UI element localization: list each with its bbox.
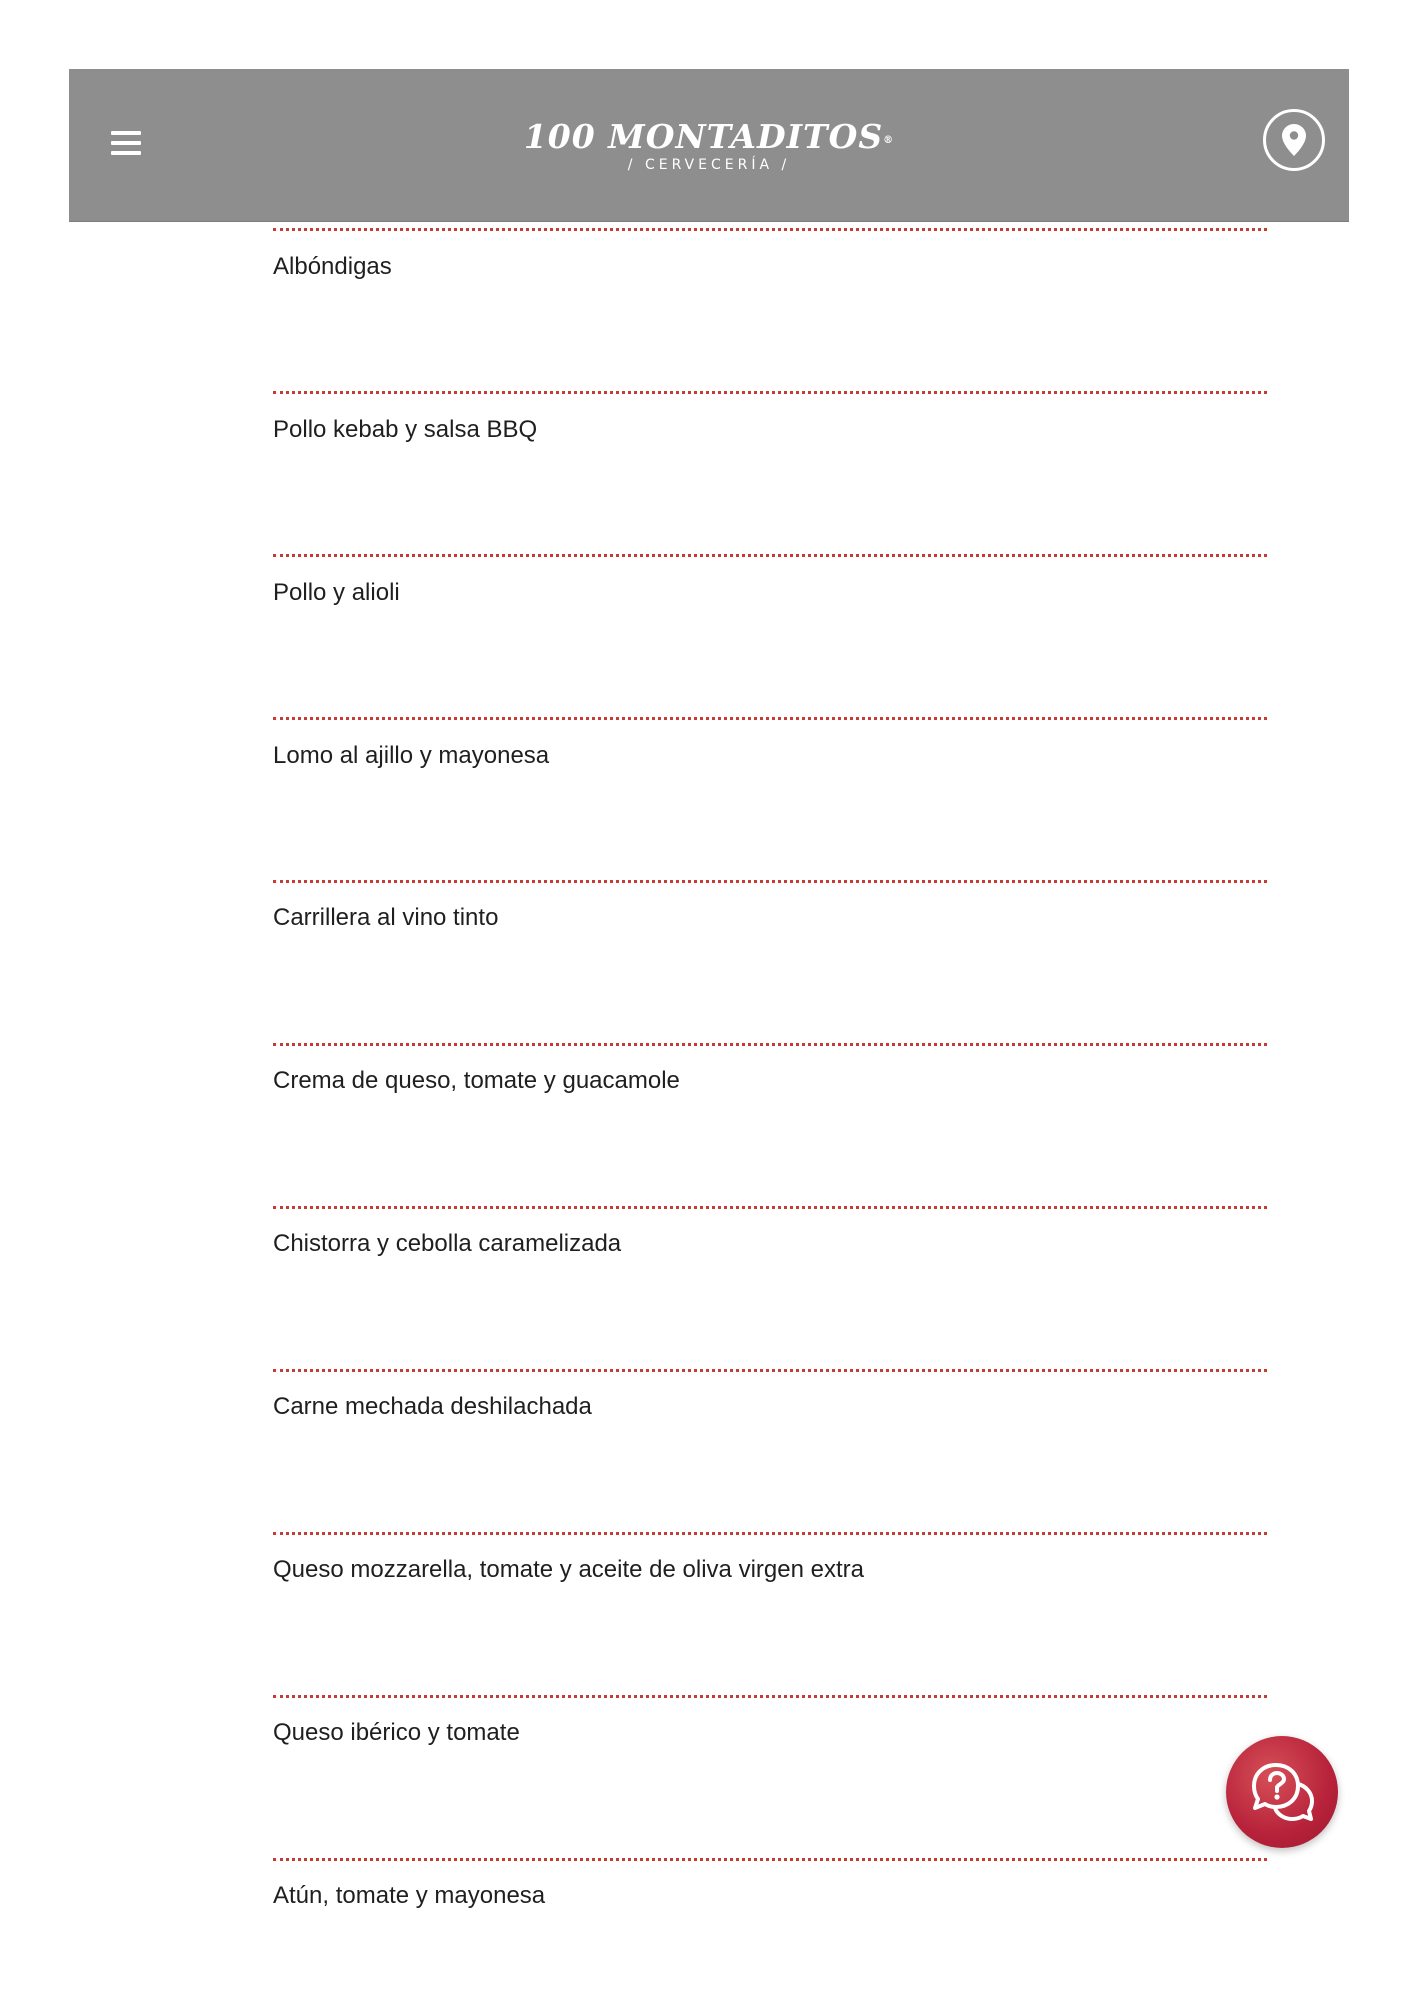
hamburger-menu-button[interactable] <box>111 127 145 159</box>
item-divider <box>273 1532 1267 1535</box>
menu-item-chistorra[interactable]: Chistorra y cebolla caramelizada <box>273 1230 622 1257</box>
item-divider <box>273 1043 1267 1046</box>
help-chat-button[interactable] <box>1226 1736 1338 1848</box>
brand-logo[interactable] <box>489 119 929 175</box>
logo-wordmark: 100 MONTADITOS <box>523 117 884 156</box>
hamburger-icon <box>111 131 141 135</box>
menu-item-lomo-ajillo[interactable]: Lomo al ajillo y mayonesa <box>273 742 550 769</box>
logo-subtitle: / CERVECERÍA / <box>627 157 791 173</box>
store-locator-button[interactable] <box>1263 109 1325 171</box>
help-chat-icon <box>1246 1756 1318 1828</box>
menu-item-albondigas[interactable]: Albóndigas <box>273 253 392 280</box>
menu-item-queso-mozzarella[interactable]: Queso mozzarella, tomate y aceite de oliva virgen extra <box>273 1556 864 1583</box>
item-divider <box>273 391 1267 394</box>
item-divider <box>273 1695 1267 1698</box>
item-divider <box>273 717 1267 720</box>
logo-registered-mark: ® <box>883 135 895 146</box>
menu-item-carrillera[interactable]: Carrillera al vino tinto <box>273 904 499 931</box>
menu-item-carne-mechada[interactable]: Carne mechada deshilachada <box>273 1393 592 1420</box>
menu-item-pollo-kebab[interactable]: Pollo kebab y salsa BBQ <box>273 416 538 443</box>
item-divider <box>273 1858 1267 1861</box>
site-header <box>69 69 1349 222</box>
item-divider <box>273 554 1267 557</box>
item-divider <box>273 228 1267 231</box>
menu-item-pollo-alioli[interactable]: Pollo y alioli <box>273 579 400 606</box>
location-pin-icon <box>1282 124 1306 156</box>
item-divider <box>273 880 1267 883</box>
item-divider <box>273 1206 1267 1209</box>
menu-item-queso-iberico[interactable]: Queso ibérico y tomate <box>273 1719 520 1746</box>
menu-item-crema-queso[interactable]: Crema de queso, tomate y guacamole <box>273 1067 680 1094</box>
menu-item-atun[interactable]: Atún, tomate y mayonesa <box>273 1882 546 1909</box>
item-divider <box>273 1369 1267 1372</box>
